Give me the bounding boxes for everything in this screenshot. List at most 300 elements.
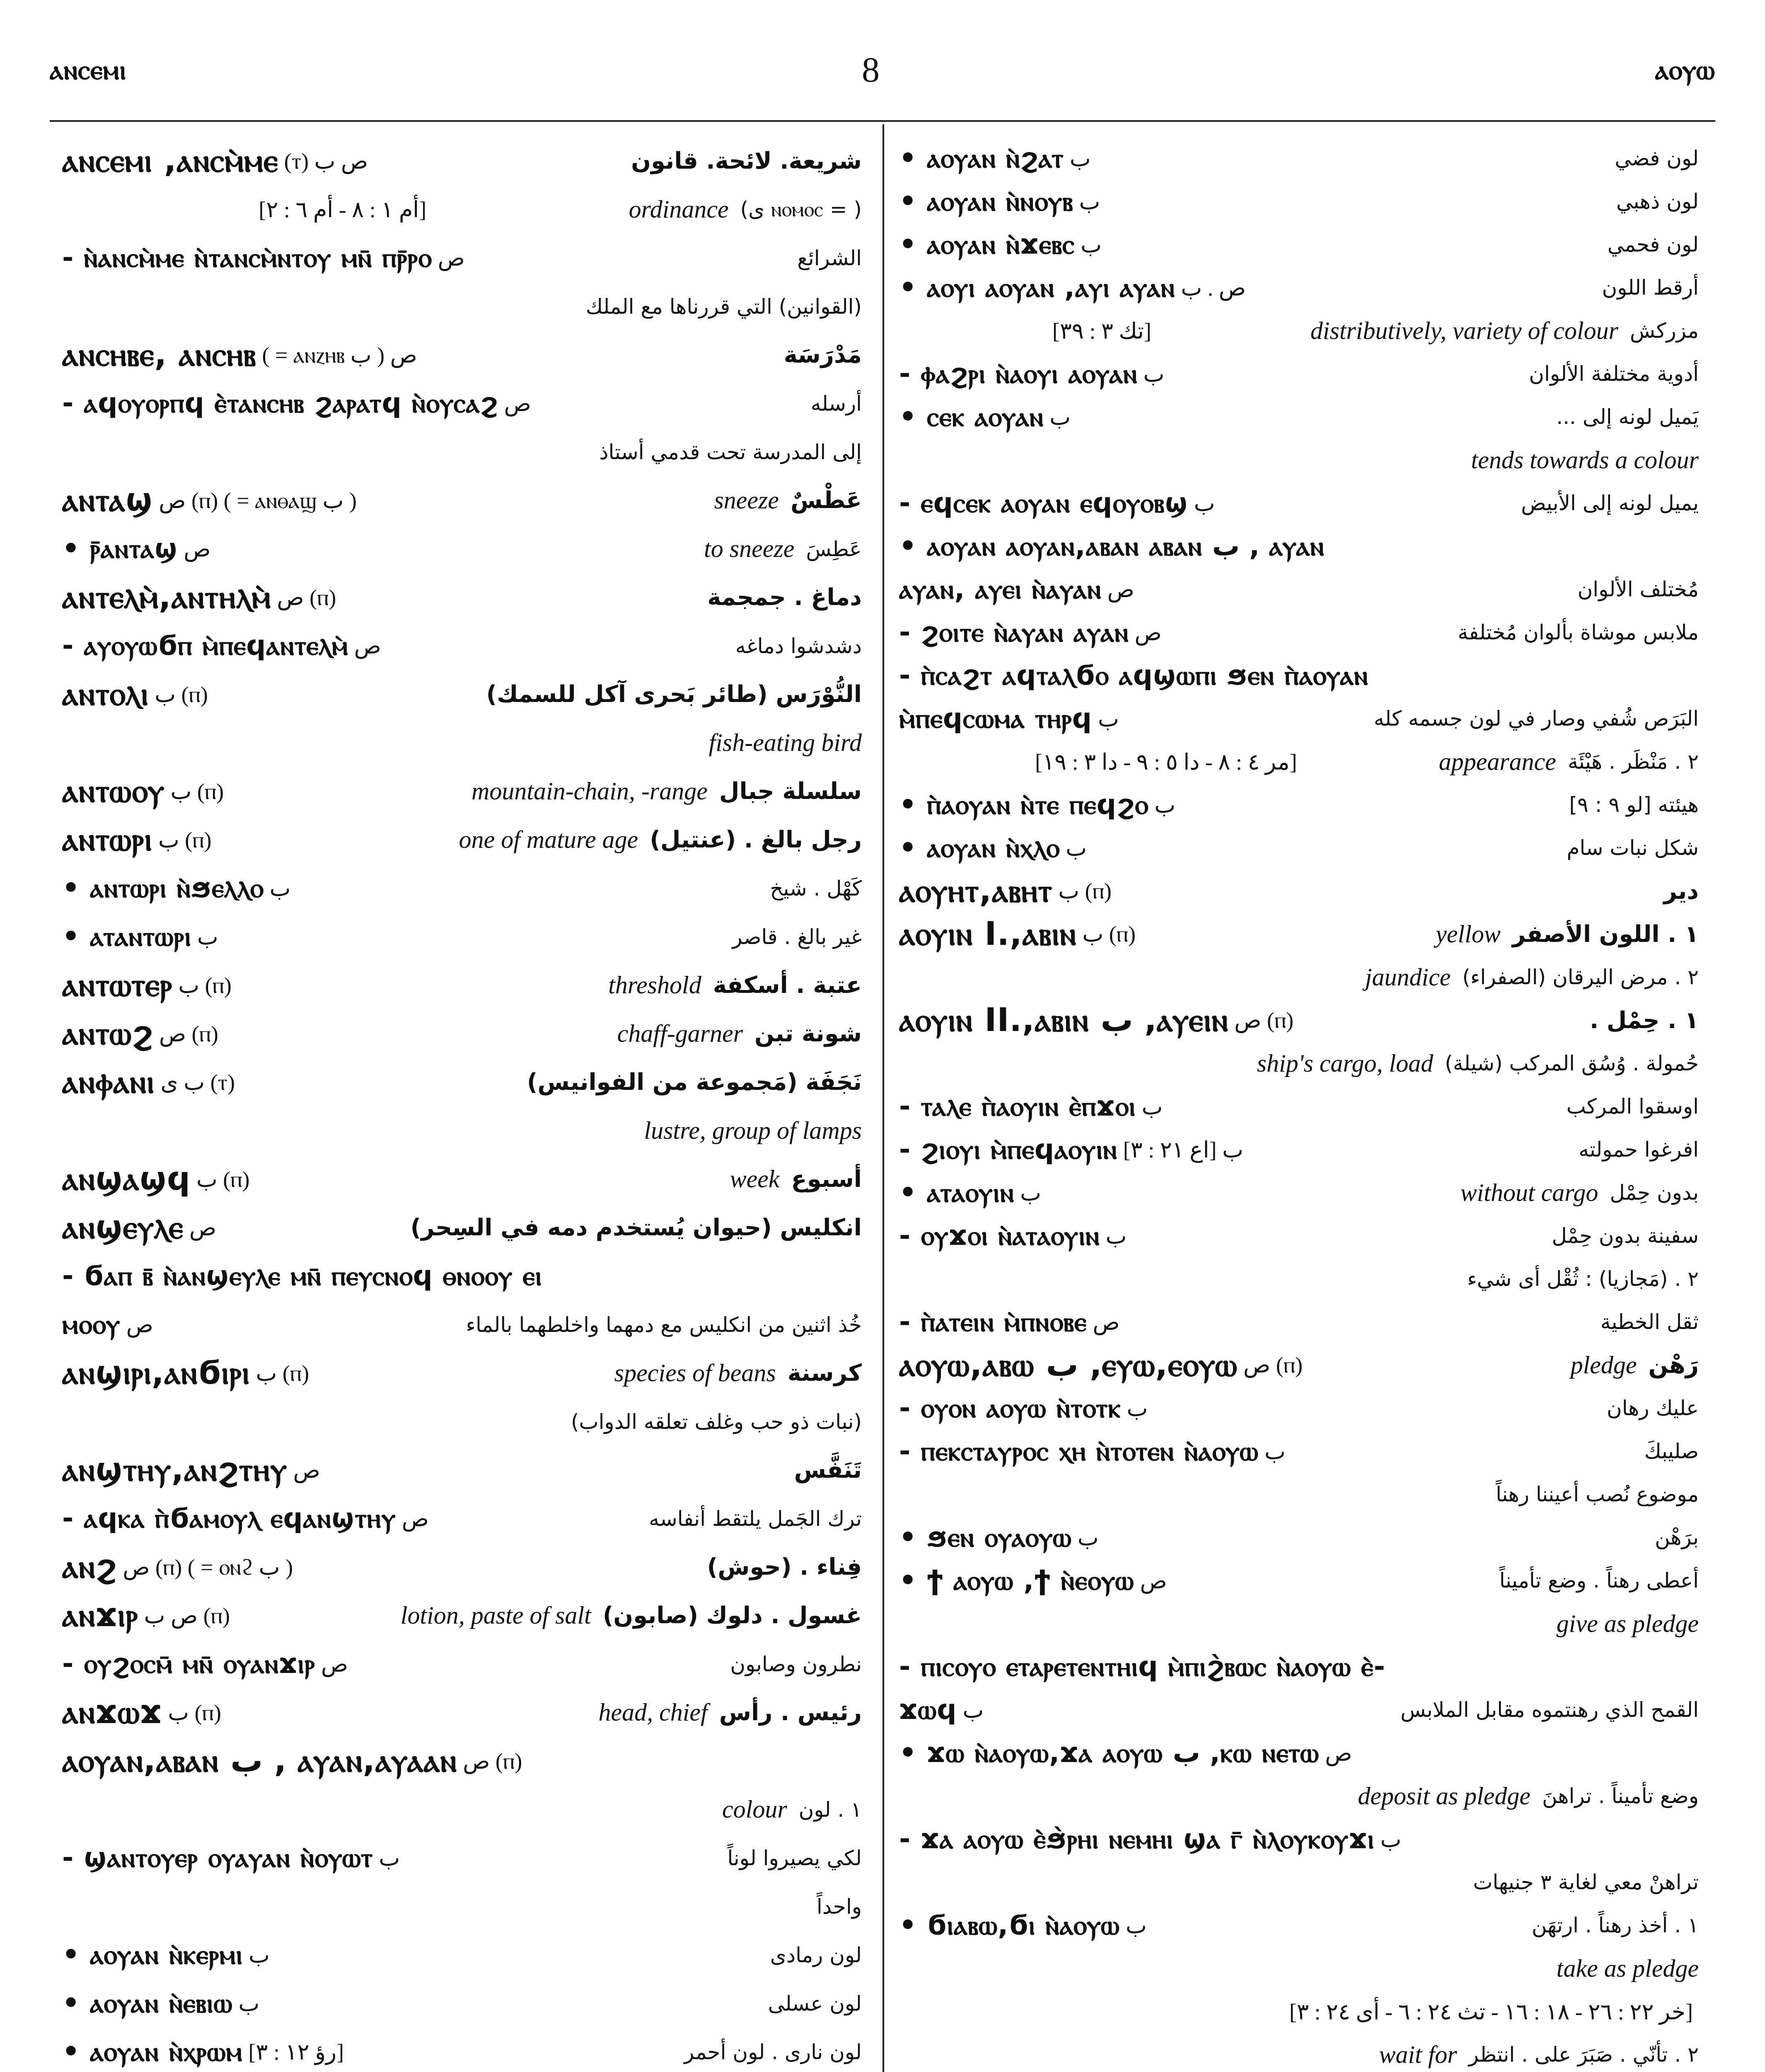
dictionary-entry-line	[899, 1559, 1699, 1602]
dictionary-entry-line	[899, 1602, 1699, 1645]
dictionary-headword-line	[62, 573, 862, 622]
grammar-marker: ب (ⲡ)	[1058, 879, 1112, 903]
dictionary-headword-line	[62, 670, 862, 719]
arabic-gloss: حُمولة . وُسُق المركب (شيلة)	[1445, 1051, 1699, 1075]
arabic-gloss: لون عسلى	[768, 1991, 862, 2016]
arabic-gloss: انكليس (حيوان يُستخدم دمه في السِحر)	[410, 1214, 862, 1241]
page-number: 8	[862, 50, 880, 90]
running-head-left: ⲁⲛⲥⲉⲙⲓ	[50, 54, 127, 86]
english-gloss: threshold	[608, 971, 701, 999]
english-gloss: lotion, paste of salt	[400, 1602, 591, 1629]
arabic-gloss: ٢ . تأنّي . صَبَرَ على . انتظر	[1468, 2043, 1699, 2067]
dictionary-entry-line	[899, 137, 1699, 180]
arabic-gloss: أسبوع	[791, 1166, 862, 1193]
dictionary-entry-line	[899, 1645, 1699, 1688]
arabic-gloss: عليك رهان	[1607, 1396, 1699, 1420]
right-column	[899, 137, 1699, 2072]
arabic-gloss: ترك الجَمل يلتقط أنفاسه	[649, 1506, 862, 1531]
coptic-text: - ⲁϥⲟⲩⲟⲣⲡϥ ⲉ̀ⲧⲁⲛⲥⲏⲃ ϩⲁⲣⲁⲧϥ ⲛ̀ⲟⲩⲥⲁϩ	[62, 387, 498, 419]
dictionary-entry-line	[899, 1947, 1699, 1990]
dictionary-entry-line	[899, 1430, 1699, 1473]
grammar-marker: ب	[1020, 1180, 1041, 1205]
dictionary-entry-line	[62, 1834, 862, 1882]
grammar-marker: [مر ٤ : ٨ - دا ٥ : ٩ - دا ٣ : ١٩]	[1035, 749, 1297, 775]
dictionary-headword-line	[62, 1203, 862, 1252]
dictionary-entry-line	[899, 1085, 1699, 1128]
coptic-text: • ϧⲉⲛ ⲟⲩⲁⲟⲩⲱ	[899, 1521, 1072, 1553]
dictionary-entry-line	[899, 1990, 1699, 2033]
dictionary-entry-line	[899, 266, 1699, 309]
coptic-text: ⲁⲛϩ	[62, 1548, 117, 1585]
coptic-text: • ⲁⲟⲩⲁⲛ ⲛ̀ϫⲉⲃⲥ	[899, 228, 1075, 260]
dictionary-headword-line	[62, 1543, 862, 1591]
column-divider	[882, 124, 884, 2072]
grammar-marker: ص	[401, 1506, 429, 1531]
english-gloss: species of beans	[614, 1359, 776, 1387]
dictionary-entry-line	[899, 438, 1699, 482]
grammar-marker: ص	[504, 391, 531, 416]
dictionary-headword-line	[899, 999, 1699, 1042]
arabic-gloss: فِناء . (حوش)	[707, 1554, 862, 1581]
dictionary-entry-line	[899, 1300, 1699, 1343]
grammar-marker: ص	[1093, 1310, 1120, 1335]
coptic-text: ⲁⲛⲧⲱⲧⲉⲣ	[62, 966, 173, 1004]
coptic-text: ⲁⲛϣⲓⲣⲓ,ⲁⲛϭⲓⲣⲓ	[62, 1354, 250, 1392]
grammar-marker: ب	[1066, 835, 1087, 861]
arabic-gloss: لون نارى . لون أحمر	[684, 2040, 862, 2064]
coptic-text: ⲙⲟⲟⲩ	[62, 1308, 121, 1340]
coptic-text: - ϫⲁ ⲁⲟⲩⲱ ⲉ̀ϧ̀ⲣⲏⲓ ⲛⲉⲙⲏⲓ ϣⲁ ⲅ̄ ⲛ̀ⲗⲟⲩⲕⲟⲩϫⲓ	[899, 1823, 1375, 1855]
coptic-text: - ⲟⲩⲟⲛ ⲁⲟⲩⲱ ⲛ̀ⲧⲟⲧⲕ	[899, 1392, 1121, 1424]
grammar-marker: ب	[1125, 1913, 1147, 1938]
arabic-gloss: رَهْن	[1648, 1351, 1699, 1379]
dictionary-headword-line	[62, 476, 862, 525]
coptic-text: - ⲡⲉⲕⲥⲧⲁⲩⲣⲟⲥ ⲭⲏ ⲛ̀ⲧⲟⲧⲉⲛ ⲛ̀ⲁⲟⲩⲱ	[899, 1435, 1259, 1467]
dictionary-entry-line	[899, 309, 1699, 352]
english-gloss: ordinance	[629, 196, 729, 223]
dictionary-entry-line	[62, 379, 862, 428]
arabic-gloss: عتبة . أسكفة	[713, 972, 862, 999]
coptic-text: ⲙ̀ⲡⲉϥⲥⲱⲙⲁ ⲧⲏⲣϥ	[899, 702, 1092, 734]
grammar-marker: ب (ⲡ)	[178, 973, 232, 998]
grammar-marker: ب	[1069, 146, 1091, 171]
coptic-text: ⲁⲟⲩⲓⲛ I.,ⲁⲃⲓⲛ	[899, 915, 1077, 953]
grammar-marker: ب	[197, 925, 218, 949]
dictionary-headword-line	[62, 1737, 862, 1785]
arabic-gloss: واحداً	[816, 1894, 862, 1919]
dictionary-entry-line	[899, 1214, 1699, 1257]
arabic-gloss: موضوع نُصب أعيننا رهناً	[1496, 1482, 1699, 1506]
coptic-text: - ⲧⲁⲗⲉ ⲡ̀ⲁⲟⲩⲓⲛ ⲉ̀ⲡϫⲟⲓ	[899, 1090, 1136, 1122]
arabic-gloss: دير	[1663, 877, 1699, 905]
coptic-text: - ⲉϥⲥⲉⲕ ⲁⲟⲩⲁⲛ ⲉϥⲟⲩⲟⲃϣ	[899, 487, 1188, 519]
arabic-gloss: لون ذهبي	[1616, 189, 1699, 213]
coptic-text: • ⲡ̀ⲁⲟⲩⲁⲛ ⲛ̀ⲧⲉ ⲡⲉϥϩⲟ	[899, 788, 1149, 821]
coptic-text: • ⲁⲟⲩⲁⲛ ⲛ̀ⲭⲣⲱⲙ	[62, 2036, 243, 2067]
coptic-text: ⲁⲛⲧⲱⲟⲩ	[62, 772, 165, 810]
coptic-text: ⲁⲛϣⲧⲏⲩ,ⲁⲛϩⲧⲏⲩ	[62, 1451, 288, 1489]
dictionary-entry-line	[899, 1731, 1699, 1774]
dictionary-entry-line	[62, 622, 862, 670]
arabic-gloss: ملابس موشاة بألوان مُختلفة	[1458, 620, 1699, 644]
grammar-marker: ص	[1140, 1568, 1167, 1593]
dictionary-headword-line	[62, 1058, 862, 1106]
english-gloss: deposit as pledge	[1358, 1782, 1531, 1810]
dictionary-headword-line	[62, 1688, 862, 1737]
coptic-text: • ϫⲱ ⲛ̀ⲁⲟⲩⲱ,ϫⲁ ⲁⲟⲩⲱ ب ,ⲕⲱ ⲛⲉⲧⲱ	[899, 1736, 1320, 1769]
dictionary-entry-line	[62, 1494, 862, 1543]
english-gloss: without cargo	[1460, 1179, 1598, 1206]
arabic-gloss: شريعة. لائحة. قانون	[631, 148, 862, 174]
arabic-gloss: (القوانين) التي قررناها مع الملك	[585, 294, 862, 319]
arabic-gloss: مَدْرَسَة	[783, 341, 862, 368]
grammar-marker: ص (ⲡ)	[277, 585, 336, 610]
arabic-gloss: ٢ . مَنْظَر . هَيْئَة	[1567, 750, 1699, 774]
dictionary-headword-line	[899, 913, 1699, 956]
grammar-marker: ب	[269, 876, 291, 901]
grammar-marker: ب (ⲡ)	[1082, 922, 1136, 946]
arabic-gloss: ١ . لون	[798, 1797, 862, 1822]
arabic-gloss: أعطى رهناً . وضع تأميناً	[1499, 1569, 1699, 1593]
arabic-gloss: مُختلف الألوان	[1577, 577, 1699, 601]
coptic-text: - ϣⲁⲛⲧⲟⲩⲉⲣ ⲟⲩⲁⲩⲁⲛ ⲛ̀ⲟⲩⲱⲧ	[62, 1842, 373, 1874]
grammar-marker: ص	[184, 537, 211, 562]
arabic-gloss: تَنَفَّس	[794, 1457, 862, 1484]
coptic-text: ⲁⲛⲥⲉⲙⲓ ,ⲁⲛⲥⲙ̀ⲙⲉ	[62, 142, 278, 179]
dictionary-entry-line	[62, 719, 862, 767]
grammar-marker: [أم ١ : ٨ - أم ٦ : ٢]	[259, 197, 427, 222]
coptic-text: - ϩⲓⲟⲩⲓ ⲙ̀ⲡⲉϥⲁⲟⲩⲓⲛ	[899, 1133, 1117, 1165]
dictionary-entry-line	[899, 525, 1699, 568]
grammar-marker: ب (ⲡ)	[155, 682, 208, 707]
arabic-gloss: نطرون وصابون	[730, 1652, 862, 1676]
header-rule	[50, 120, 1715, 122]
dictionary-entry-line	[62, 234, 862, 282]
dictionary-headword-line	[62, 137, 862, 185]
english-gloss: to sneeze	[704, 535, 795, 562]
english-gloss: pledge	[1570, 1351, 1637, 1379]
english-gloss: sneeze	[714, 487, 779, 514]
english-gloss: tends towards a colour	[1471, 446, 1699, 474]
coptic-text: • ⲁⲛⲧⲱⲣⲓ ⲛ̀ϧⲉⲗⲗⲟ	[62, 872, 264, 904]
coptic-text: ⲁⲛⲧⲱϩ	[62, 1015, 153, 1052]
dictionary-entry-line	[62, 428, 862, 476]
grammar-marker: ص (ⲡ)	[1234, 1008, 1294, 1033]
grammar-marker: [خر ٢٢ : ٢٦ - ١٨ : ١٦ - تث ٢٤ : ٦ - أى ٢٤ : ٣]	[1289, 1999, 1693, 2024]
dictionary-entry-line	[62, 185, 862, 234]
arabic-gloss: رئيس . رأس	[719, 1699, 862, 1726]
grammar-marker: ب ى (ⲧ)	[160, 1070, 235, 1095]
dictionary-entry-line	[899, 352, 1699, 395]
arabic-gloss: وضع تأميناً . تراهنَ	[1542, 1784, 1699, 1808]
grammar-marker: ب	[1194, 491, 1215, 516]
coptic-text: ⲁⲛⲧⲟⲗⲓ	[62, 675, 149, 713]
coptic-text: - ⲁϥⲕⲁ ⲡ̀ϭⲁⲙⲟⲩⲗ ⲉϥⲁⲛϣⲧⲏⲩ	[62, 1502, 396, 1534]
dictionary-entry-line	[899, 826, 1699, 869]
grammar-marker: ص	[1325, 1740, 1352, 1766]
coptic-text: ⲁⲛⲫⲁⲛⲓ	[62, 1063, 155, 1101]
arabic-gloss: شكل نبات سام	[1567, 836, 1699, 860]
grammar-marker: ب	[379, 1846, 400, 1871]
english-gloss: yellow	[1436, 920, 1501, 948]
arabic-gloss: غير بالغ . قاصر	[732, 925, 862, 949]
dictionary-entry-line	[62, 1397, 862, 1446]
grammar-marker: ص (ⲡ)	[159, 1021, 218, 1046]
dictionary-entry-line	[62, 913, 862, 961]
grammar-marker: ص	[126, 1312, 153, 1337]
grammar-marker: ص	[189, 1215, 217, 1240]
coptic-text: - ϭⲁⲡ ⲃ̄ ⲛ̀ⲁⲛϣⲉⲩⲗⲉ ⲙⲛ̄ ⲡⲉⲩⲥⲛⲟϥ ⲑⲛⲟⲟⲩ ⲉⲓ	[62, 1260, 542, 1292]
arabic-gloss: الشرائع	[797, 246, 862, 270]
dictionary-entry-line	[899, 1904, 1699, 1947]
dictionary-headword-line	[62, 1155, 862, 1203]
dictionary-entry-line	[899, 1387, 1699, 1430]
coptic-text: ⲁⲟⲩⲱ,ⲁⲃⲱ ب ,ⲉⲩⲱ,ⲉⲟⲩⲱ	[899, 1346, 1238, 1384]
grammar-marker: ص	[321, 1652, 348, 1677]
grammar-marker: ب	[1154, 792, 1175, 818]
grammar-marker: [تك ٣ : ٣٩]	[1052, 318, 1151, 344]
dictionary-entry-line	[899, 395, 1699, 438]
arabic-gloss: عَطِسَ	[806, 537, 862, 561]
dictionary-entry-line	[62, 1979, 862, 2028]
coptic-text: ⲁⲛⲥⲏⲃⲉ, ⲁⲛⲥⲏⲃ	[62, 336, 256, 373]
arabic-gloss: كرسنة	[787, 1360, 862, 1387]
english-gloss: colour	[722, 1796, 787, 1823]
grammar-marker: ب	[1077, 1525, 1099, 1550]
arabic-gloss: بدون حِمْل	[1610, 1181, 1699, 1205]
coptic-text: - ⲫⲁϩⲣⲓ ⲛ̀ⲁⲟⲩⲓ ⲁⲟⲩⲁⲛ	[899, 357, 1138, 390]
dictionary-entry-line	[899, 740, 1699, 783]
coptic-text: ⲁⲟⲩⲁⲛ,ⲁⲃⲁⲛ ب , ⲁⲩⲁⲛ,ⲁⲩⲁⲁⲛ	[62, 1742, 457, 1779]
grammar-marker: ص	[354, 634, 381, 658]
grammar-marker: ب	[1081, 232, 1102, 257]
arabic-gloss: البَرَص شُفي وصار في لون جسمه كله	[1373, 707, 1699, 731]
dictionary-entry-line	[899, 1171, 1699, 1214]
dictionary-entry-line	[899, 956, 1699, 999]
grammar-marker: ص	[1134, 620, 1162, 645]
dictionary-headword-line	[899, 869, 1699, 913]
english-gloss: distributively, variety of colour	[1310, 317, 1618, 344]
arabic-gloss: أدوية مختلفة الألوان	[1529, 362, 1699, 386]
arabic-gloss: ٢ . مرض اليرقان (الصفراء)	[1462, 965, 1699, 989]
coptic-text: • ⲁⲟⲩⲁⲛ ⲛ̀ⲭⲗⲟ	[899, 831, 1060, 864]
arabic-gloss: النُّوْرَس (طائر بَحرى آكل للسمك)	[486, 681, 862, 708]
dictionary-entry-line	[62, 1785, 862, 1834]
coptic-text: - ⲛ̀ⲁⲛⲥⲙ̀ⲙⲉ ⲛ̀ⲧⲁⲛⲥⲙ̀ⲛⲧⲟⲩ ⲙⲛ̄ ⲡⲣ̄ⲣⲟ	[62, 242, 432, 274]
arabic-gloss: عَطْسٌ	[791, 487, 862, 514]
grammar-marker: ص	[438, 246, 465, 271]
dictionary-entry-line	[62, 1882, 862, 1931]
dictionary-headword-line	[62, 1591, 862, 1640]
english-gloss: ship's cargo, load	[1257, 1049, 1434, 1077]
arabic-gloss: هيئته [لو ٩ : ٩]	[1569, 793, 1699, 817]
dictionary-entry-line	[899, 1473, 1699, 1516]
dictionary-entry-line	[899, 1042, 1699, 1085]
dictionary-entry-line	[899, 568, 1699, 611]
grammar-marker: ب	[1264, 1439, 1286, 1464]
arabic-gloss: كَهْل . شيخ	[770, 876, 862, 900]
coptic-text: • ⲁⲟⲩⲁⲛ ⲛ̀ⲕⲉⲣⲙⲓ	[62, 1939, 243, 1970]
arabic-gloss: دشدشوا دماغه	[735, 634, 862, 658]
dictionary-headword-line	[62, 1349, 862, 1397]
arabic-gloss: سلسلة جبال	[719, 778, 862, 805]
grammar-marker: [رؤ ١٢ : ٣]	[248, 2040, 344, 2065]
dictionary-entry-line	[899, 1774, 1699, 1818]
coptic-text: - ⲡⲓⲥⲟⲩⲟ ⲉⲧⲁⲣⲉⲧⲉⲛⲧⲏⲓϥ ⲙ̀ⲡⲓϩ̀ⲃⲱⲥ ⲛ̀ⲁⲟⲩⲱ ⲉ̀-	[899, 1650, 1385, 1682]
dictionary-entry-line	[899, 1516, 1699, 1559]
coptic-text: ⲁⲛⲧⲱⲣⲓ	[62, 821, 152, 858]
arabic-gloss: إلى المدرسة تحت قدمي أستاذ	[599, 440, 862, 464]
arabic-gloss: ١ . أخذ رهناً . ارتهَن	[1531, 1913, 1699, 1937]
english-gloss: one of mature age	[459, 826, 638, 853]
dictionary-entry-line	[62, 525, 862, 573]
grammar-marker: ب	[1105, 1223, 1127, 1249]
arabic-gloss: صليبكَ	[1644, 1439, 1699, 1463]
grammar-marker: ب	[238, 1991, 260, 2016]
grammar-marker: [اع ٢١ : ٣] ب	[1123, 1137, 1243, 1162]
dictionary-entry-line	[899, 1257, 1699, 1300]
english-gloss: mountain-chain, -range	[471, 777, 708, 805]
coptic-text: - ⲟⲩϫⲟⲓ ⲛ̀ⲁⲧⲁⲟⲩⲓⲛ	[899, 1219, 1100, 1251]
grammar-marker: ب (ⲡ)	[168, 1700, 221, 1725]
grammar-marker: ب	[1079, 189, 1100, 214]
dictionary-entry-line	[62, 2028, 862, 2072]
arabic-gloss: خُذ اثنين من انكليس مع دمهما واخلطهما بالماء	[466, 1312, 862, 1337]
grammar-marker: ( = ⲁⲛⲍⲏⲃ ب ) ص	[262, 342, 417, 368]
arabic-gloss: اوسقوا المركب	[1566, 1094, 1699, 1118]
arabic-gloss: ٢ . (مَجازيا) : ثُقْل أى شيء	[1467, 1267, 1699, 1291]
coptic-text: - ϩⲟⲓⲧⲉ ⲛ̀ⲁⲩⲁⲛ ⲁⲩⲁⲛ	[899, 616, 1129, 648]
dictionary-headword-line	[62, 816, 862, 864]
grammar-marker: ص	[293, 1458, 320, 1483]
arabic-gloss: (نبات ذو حب وغلف تعلقه الدواب)	[571, 1409, 862, 1434]
arabic-gloss: لون رمادى	[770, 1943, 862, 1967]
arabic-gloss: دماغ . جمجمة	[707, 584, 862, 611]
grammar-marker: ب	[962, 1697, 984, 1723]
grammar-marker: ب	[1098, 706, 1119, 731]
coptic-text: • ⲁⲧⲁⲛⲧⲱⲣⲓ	[62, 920, 191, 952]
grammar-marker: ص (ⲡ) ( = ⲁⲛⲑⲁϣ ب )	[159, 488, 357, 513]
grammar-marker: ص	[1107, 577, 1134, 602]
arabic-gloss: ثقل الخطية	[1600, 1310, 1699, 1334]
arabic-gloss: أرقط اللون	[1602, 276, 1699, 300]
left-column	[62, 137, 862, 2072]
arabic-gloss: ١ . اللون الأصفر	[1512, 920, 1699, 948]
coptic-text: • ⲁⲟⲩⲁⲛ ⲛ̀ϩⲁⲧ	[899, 142, 1064, 174]
english-gloss: chaff-garner	[617, 1020, 743, 1047]
coptic-text: - ⲁⲩⲟⲩⲱϭⲡ ⲙ̀ⲡⲉϥⲁⲛⲧⲉⲗⲙ̀	[62, 629, 348, 661]
grammar-marker: ب	[1141, 1094, 1163, 1119]
coptic-text: ⲁⲛⲧⲉⲗⲙ̀,ⲁⲛⲧⲏⲗⲙ̀	[62, 579, 271, 616]
coptic-text: • ⲁⲟⲩⲁⲛ ⲛ̀ⲉⲃⲓⲱ	[62, 1987, 233, 2019]
arabic-gloss: برَهْن	[1655, 1525, 1699, 1549]
arabic-gloss: نَجَفَة (مَجموعة من الفوانيس)	[527, 1069, 862, 1096]
english-gloss: jaundice	[1365, 963, 1451, 991]
coptic-text: ⲁⲩⲁⲛ, ⲁⲩⲉⲓ ⲛ̀ⲁⲩⲁⲛ	[899, 573, 1102, 605]
dictionary-headword-line	[62, 331, 862, 379]
english-gloss: lustre, group of lamps	[644, 1117, 862, 1144]
arabic-gloss: ١ . حِمْل .	[1589, 1007, 1699, 1034]
english-gloss: appearance	[1439, 748, 1556, 775]
coptic-text: ⲁⲛⲧⲁϣ	[62, 482, 153, 519]
grammar-marker: ص ب (ⲡ)	[144, 1603, 230, 1628]
coptic-text: • ⲁⲧⲁⲟⲩⲓⲛ	[899, 1176, 1015, 1208]
grammar-marker: ص . ب	[1181, 275, 1246, 300]
arabic-gloss: افرغوا حمولته	[1579, 1138, 1699, 1162]
dictionary-entry-line	[62, 1106, 862, 1155]
arabic-gloss: لكي يصيروا لوناً	[727, 1846, 862, 1870]
arabic-gloss: لون فضي	[1615, 146, 1699, 170]
dictionary-entry-line	[899, 783, 1699, 826]
dictionary-entry-line	[899, 654, 1699, 697]
dictionary-entry-line	[899, 180, 1699, 223]
dictionary-entry-line	[62, 1300, 862, 1349]
grammar-marker: ب	[1143, 361, 1165, 387]
dictionary-entry-line	[62, 864, 862, 913]
coptic-text: - ⲡ̀ⲁⲧⲉⲓⲛ ⲙ̀ⲡⲛⲟⲃⲉ	[899, 1305, 1087, 1338]
dictionary-entry-line	[899, 1688, 1699, 1731]
grammar-marker: ب (ⲡ)	[158, 827, 212, 852]
coptic-text: - ⲟⲩϩⲟⲥⲙ̄ ⲙⲛ̄ ⲟⲩⲁⲛϫⲓⲣ	[62, 1648, 315, 1680]
dictionary-entry-line	[899, 482, 1699, 525]
dictionary-entry-line	[62, 1640, 862, 1688]
grammar-marker: ب (ⲡ)	[196, 1167, 250, 1192]
coptic-text: ⲁⲛϣⲉⲩⲗⲉ	[62, 1209, 184, 1246]
dictionary-entry-line	[899, 697, 1699, 740]
grammar-marker: ص (ⲡ) ( = ⲟⲛϩ ب )	[123, 1554, 293, 1580]
english-gloss: take as pledge	[1556, 1954, 1699, 1982]
english-gloss: head, chief	[598, 1699, 708, 1726]
grammar-marker: ص (ⲡ)	[1243, 1353, 1303, 1377]
arabic-gloss: يَميل لونه إلى ...	[1556, 405, 1699, 429]
coptic-text: • ⲥⲉⲕ ⲁⲟⲩⲁⲛ	[899, 400, 1044, 433]
dictionary-entry-line	[899, 1128, 1699, 1171]
arabic-gloss: رجل بالغ . (عنتيل)	[650, 826, 862, 853]
arabic-gloss: أرسله	[810, 391, 862, 416]
dictionary-headword-line	[62, 1009, 862, 1058]
coptic-text: • ⲁⲟⲩⲁⲛ ⲛ̀ⲛⲟⲩⲃ	[899, 185, 1074, 217]
english-gloss: give as pledge	[1556, 1610, 1699, 1637]
dictionary-entry-line	[62, 1252, 862, 1300]
coptic-text: • ⲁⲟⲩⲁⲛ ⲁⲟⲩⲁⲛ,ⲁⲃⲁⲛ ⲁⲃⲁⲛ ب , ⲁⲩⲁⲛ	[899, 530, 1325, 562]
grammar-marker: (ⲧ) ص ب	[284, 148, 368, 174]
coptic-text: ⲁⲟⲩⲓⲛ II.,ⲁⲃⲓⲛ ب ,ⲁⲩⲉⲓⲛ	[899, 1001, 1229, 1039]
coptic-text: • ⲁⲟⲩⲓ ⲁⲟⲩⲁⲛ ,ⲁⲩⲓ ⲁⲩⲁⲛ	[899, 271, 1175, 303]
arabic-gloss: يميل لونه إلى الأبيض	[1521, 491, 1699, 515]
dictionary-entry-line	[899, 2033, 1699, 2072]
dictionary-entry-line	[62, 1931, 862, 1979]
running-head-right: ⲁⲟⲩⲱ	[1655, 54, 1715, 86]
coptic-text: ϫⲱϥ	[899, 1693, 957, 1726]
arabic-gloss: شونة تبن	[754, 1020, 862, 1047]
coptic-text: - ⲡ̀ⲥⲁϩⲧ ⲁϥⲧⲁⲗϭⲟ ⲁϥϣⲱⲡⲓ ϧⲉⲛ ⲡ̀ⲁⲟⲩⲁⲛ	[899, 659, 1368, 691]
arabic-gloss: القمح الذي رهنتموه مقابل الملابس	[1400, 1698, 1699, 1722]
dictionary-headword-line	[62, 767, 862, 816]
english-gloss: week	[730, 1165, 780, 1193]
dictionary-headword-line	[899, 1343, 1699, 1387]
grammar-marker: ب (ⲡ)	[256, 1360, 309, 1386]
coptic-text: • ϭⲓⲁⲃⲱ,ϭⲓ ⲛ̀ⲁⲟⲩⲱ	[899, 1909, 1120, 1941]
coptic-text: ⲁⲛϣⲁϣϥ	[62, 1160, 191, 1198]
arabic-gloss: ( = ⲛⲟⲙⲟⲥ ى)	[740, 197, 862, 221]
english-gloss: wait for	[1379, 2041, 1457, 2068]
coptic-text: • ⲣ̄ⲁⲛⲧⲁϣ	[62, 533, 178, 564]
grammar-marker: ب	[249, 1943, 270, 1968]
english-gloss: fish-eating bird	[708, 729, 862, 756]
dictionary-headword-line	[62, 1446, 862, 1494]
dictionary-headword-line	[62, 961, 862, 1009]
arabic-gloss: سفينة بدون حِمْل	[1552, 1224, 1699, 1248]
